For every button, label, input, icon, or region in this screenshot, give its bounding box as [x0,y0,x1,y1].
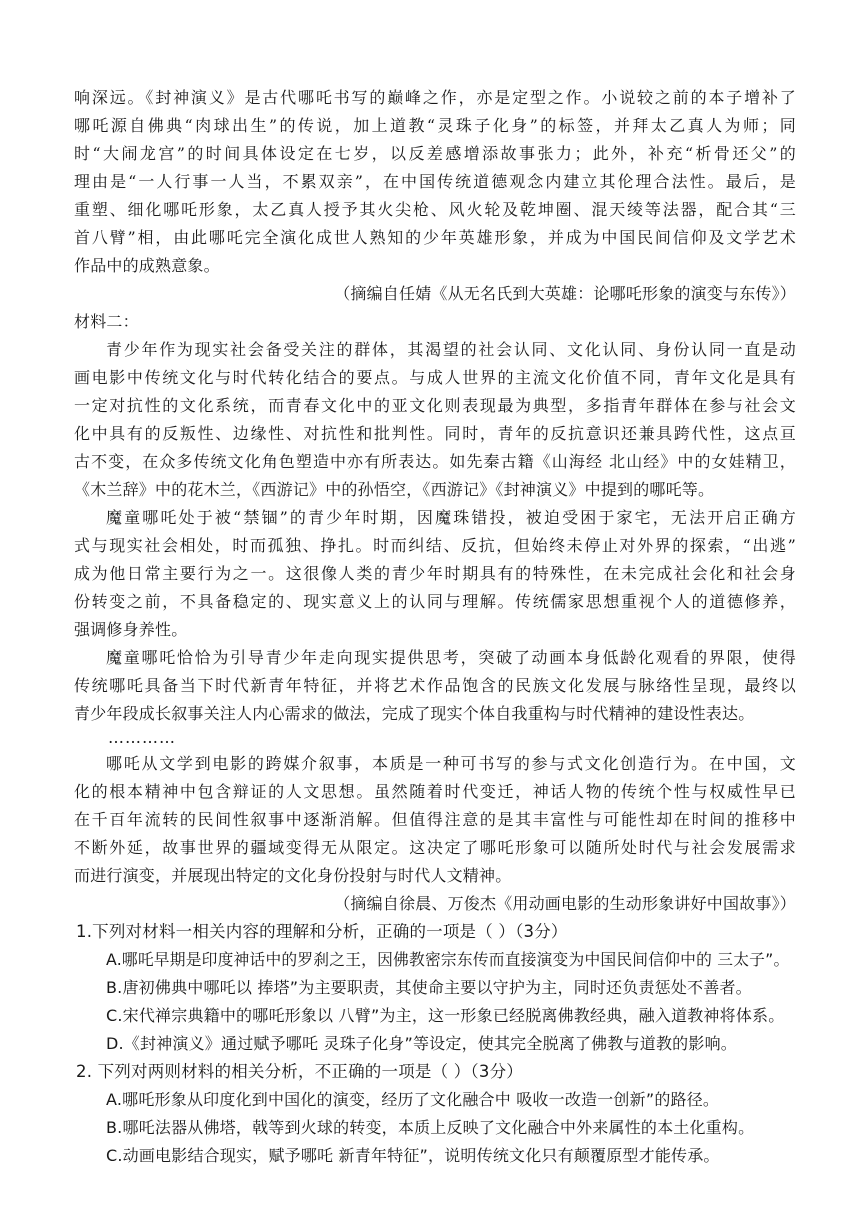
material1-line: 响深远。《封神演义》是古代哪吒书写的巅峰之作，亦是定型之作。小说较之前的本子增补了 [74,88,796,107]
material1-line: 哪吒源自佛典“肉球出生”的传说，加上道教“灵珠子化身”的标签，并拜太乙真人为师；同 [74,116,796,135]
source-citation-2: （摘编自徐晨、万俊杰《用动画电影的生动形象讲好中国故事》） [334,894,796,913]
paragraph-line: 式与现实社会相处，时而孤独、挣扎。时而纠结、反抗，但始终未停止对外界的探索，“出逃” [74,536,796,555]
question-1-option-d: D.《封神演义》通过赋予哪吒 灵珠子化身”等设定，使其完全脱离了佛教与道教的影响。 [106,1034,737,1053]
question-2-stem: 2. 下列对两则材料的相关分析，不正确的一项是（ ）（3分） [76,1062,523,1081]
paragraph-line: 不断外延，故事世界的疆域变得无从限定。这决定了哪吒形象可以随所处时代与社会发展需求 [74,838,796,857]
material1-line: 首八臂”相，由此哪吒完全演化成世人熟知的少年英雄形象，并成为中国民间信仰及文学艺术 [74,228,796,247]
paragraph-line: 一定对抗性的文化系统，而青春文化中的亚文化则表现最为典型，多指青年群体在参与社会文 [74,396,796,415]
question-2-option-b: B.哪吒法器从佛塔，戟等到火球的转变，本质上反映了文化融合中外来属性的本土化重构。 [106,1118,755,1137]
question-1-option-c: C.宋代禅宗典籍中的哪吒形象以 八臂”为主，这一形象已经脱离佛教经典，融入道教神将体系。 [106,1006,785,1025]
paragraph-line: 而进行演变，并展现出特定的文化身份投射与时代人文精神。 [74,866,512,885]
question-2-option-c: C.动画电影结合现实，赋予哪吒 新青年特征”，说明传统文化只有颠覆原型才能传承。 [106,1146,720,1165]
question-1-option-a: A.哪吒早期是印度神话中的罗刹之王，因佛教密宗东传而直接演变为中国民间信仰中的 三太子”。 [106,950,790,969]
paragraph-line: 份转变之前，不具备稳定的、现实意义上的认同与理解。传统儒家思想重视个人的道德修养， [74,592,796,611]
paragraph-line: 化的根本精神中包含辩证的人文思想。虽然随着时代变迁，神话人物的传统个性与权威性早已 [74,782,796,801]
paragraph-line: 魔童哪吒恰恰为引导青少年走向现实提供思考，突破了动画本身低龄化观看的界限，使得 [106,648,796,667]
question-1-stem: 1.下列对材料一相关内容的理解和分析，正确的一项是（ ）（3分） [76,922,568,941]
ellipsis: ………… [108,728,176,747]
paragraph-line: 强调修身养性。 [74,620,188,639]
material1-line: 时“大闹龙宫”的时间具体设定在七岁，以反差感增添故事张力；此外，补充“析骨还父”的 [74,144,796,163]
paragraph-line: 成为他日常主要行为之一。这很像人类的青少年时期具有的特殊性，在未完成社会化和社会身 [74,564,796,583]
source-citation-1: （摘编自任婧《从无名氏到大英雄：论哪吒形象的演变与东传》） [334,284,796,303]
paragraph-line: 在千百年流转的民间性叙事中逐渐消解。但值得注意的是其丰富性与可能性却在时间的推移中 [74,810,796,829]
material2-heading: 材料二： [74,312,139,331]
paragraph-line: 传统哪吒具备当下时代新青年特征，并将艺术作品饱含的民族文化发展与脉络性呈现，最终以 [74,676,796,695]
material1-line: 理由是“一人行事一人当，不累双亲”，在中国传统道德观念内建立其伦理合法性。最后，是 [74,172,796,191]
paragraph-line: 《木兰辞》中的花木兰，《西游记》中的孙悟空，《西游记》《封神演义》中提到的哪吒等。 [74,480,715,499]
material1-line: 重塑、细化哪吒形象，太乙真人授予其火尖枪、风火轮及乾坤圈、混天绫等法器，配合其“三 [74,200,796,219]
paragraph-line: 画电影中传统文化与时代转化结合的要点。与成人世界的主流文化价值不同，青年文化是具有 [74,368,796,387]
paragraph-line: 青少年作为现实社会备受关注的群体，其渴望的社会认同、文化认同、身份认同一直是动 [106,340,796,359]
paragraph-line: 青少年段成长叙事关注人内心需求的做法，完成了现实个体自我重构与时代精神的建设性表达。 [74,704,755,723]
question-1-option-b: B.唐初佛典中哪吒以 捧塔”为主要职责，其使命主要以守护为主，同时还负责惩处不善者。 [106,978,752,997]
paragraph-line: 哪吒从文学到电影的跨媒介叙事，本质是一种可书写的参与式文化创造行为。在中国，文 [106,754,796,773]
paragraph-line: 魔童哪吒处于被“禁锢”的青少年时期，因魔珠错投，被迫受困于家宅，无法开启正确方 [106,508,796,527]
material1-line: 作品中的成熟意象。 [74,256,220,275]
paragraph-line: 古不变，在众多传统文化角色塑造中亦有所表达。如先秦古籍《山海经 北山经》中的女娃精卫， [74,452,796,471]
paragraph-line: 化中具有的反叛性、边缘性、对抗性和批判性。同时，青年的反抗意识还兼具跨代性，这点亘 [74,424,796,443]
question-2-option-a: A.哪吒形象从印度化到中国化的演变，经历了文化融合中 吸收一改造一创新”的路径。 [106,1090,720,1109]
